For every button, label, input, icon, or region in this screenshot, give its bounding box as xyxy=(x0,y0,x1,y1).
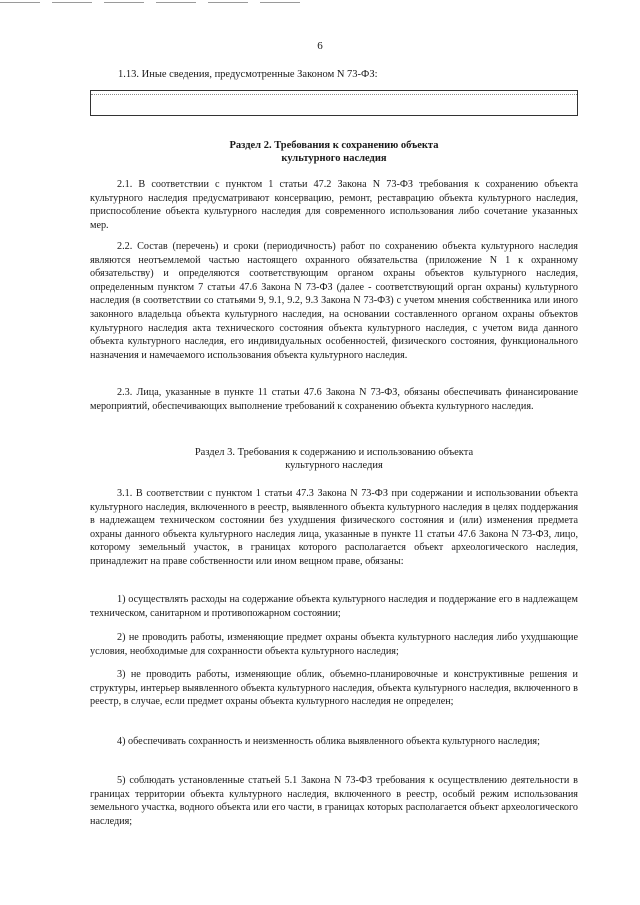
paragraph-2-3: 2.3. Лица, указанные в пункте 11 статьи 47.6 Закона N 73-ФЗ, обязаны обеспечивать финансирование мероприятий, обеспечивающих выполнение требований к сохранению объекта культурного наследия. xyxy=(90,387,578,412)
section-3-title-line2: культурного наследия xyxy=(285,460,383,471)
paragraph-3-1: 3.1. В соответствии с пунктом 1 статьи 47.3 Закона N 73-ФЗ при содержании и использовании объекта культурного наследия, включенного в реестр, выявленного объекта культурного наследия в целях поддержания в надлежащем техническом состоянии без ухудшения физического состояния и (или) изменения предмета охраны данного объекта культурного наследия лица, указанные в пункте 11 статьи 47.6 Закона N 73-ФЗ, лицо, которому земельный участок, в границах которого располагается объект археологического наследия, принадлежит на праве собственности или ином вещном праве, обязаны: xyxy=(90,488,578,567)
section-2-title xyxy=(90,139,578,165)
list-item-4: 4) обеспечивать сохранность и неизменность облика выявленного объекта культурного наследия; xyxy=(117,736,540,747)
list-item-3: 3) не проводить работы, изменяющие облик, объемно-планировочные и конструктивные решения и структуры, интерьер выявленного объекта культурного наследия, объекта культурного наследия, включенного в реестр, в случае, если предмет охраны объекта культурного наследия не определен; xyxy=(90,669,578,708)
paragraph-2-2: 2.2. Состав (перечень) и сроки (периодичность) работ по сохранению объекта культурного наследия являются неотъемлемой частью настоящего охранного обязательства (приложение N 1 к охранному обязательству) и определяются соответствующим органом охраны объектов культурного наследия, определенным пунктом 7 статьи 47.6 Закона N 73-ФЗ (далее - соответствующий орган охраны) культурного наследия (в соответствии со статьями 9, 9.1, 9.2, 9.3 Закона N 73-ФЗ) с учетом мнения собственника или иного законного владельца объекта культурного наследия, на основании составленного органом охраны объектов культурного наследия акта технического состояния объекта культурного наследия, с учетом вида данного объекта культурного наследия, его индивидуальных особенностей, физического состояния, функционального назначения и намечаемого использования объекта культурного наследия. xyxy=(90,241,578,361)
section-3-title xyxy=(90,446,578,472)
other-info-field[interactable] xyxy=(90,90,578,116)
field-label-other-info: 1.13. Иные сведения, предусмотренные Законом N 73-ФЗ: xyxy=(118,69,378,80)
paragraph-2-1: 2.1. В соответствии с пунктом 1 статьи 47.2 Закона N 73-ФЗ требования к сохранению объекта культурного наследия предусматривают консервацию, ремонт, реставрацию объекта культурного наследия, приспособление объекта культурного наследия для современного использования либо сочетание указанных мер. xyxy=(90,179,578,231)
list-item-5: 5) соблюдать установленные статьей 5.1 Закона N 73-ФЗ требования к осуществлению деятельности в границах территории объекта культурного наследия, включенного в реестр, особый режим использования земельного участка, водного объекта или его части, в границах которых располагается объект археологического наследия; xyxy=(90,775,578,827)
section-3-title-line1: Раздел 3. Требования к содержанию и использованию объекта xyxy=(194,447,474,458)
section-2-title-line2: культурного наследия xyxy=(281,153,387,164)
list-item-1: 1) осуществлять расходы на содержание объекта культурного наследия и поддержание его в надлежащем техническом, санитарном и противопожарном состоянии; xyxy=(90,594,578,619)
section-2-title-line1: Раздел 2. Требования к сохранению объекта xyxy=(229,140,439,151)
page-number: 6 xyxy=(317,40,323,52)
list-item-2: 2) не проводить работы, изменяющие предмет охраны объекта культурного наследия либо ухудшающие условия, необходимые для сохранности объекта культурного наследия; xyxy=(90,632,578,657)
